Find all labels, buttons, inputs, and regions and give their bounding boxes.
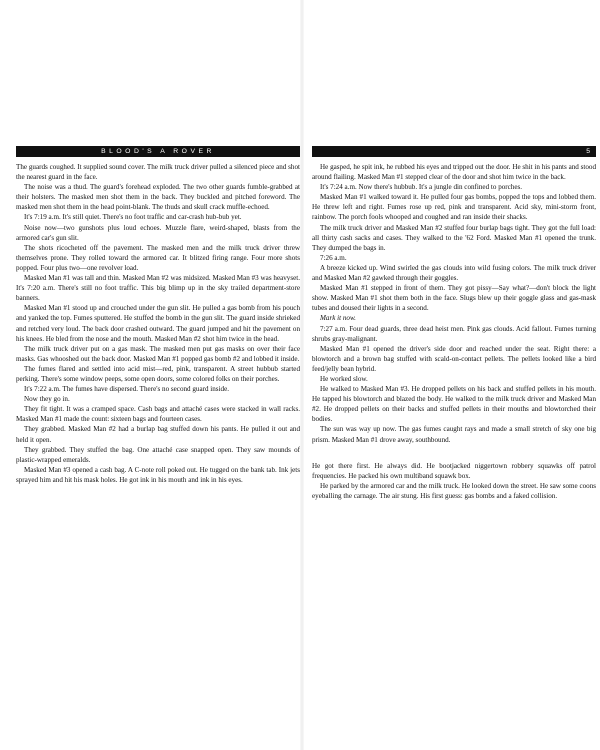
paragraph: 7:26 a.m.	[320, 253, 347, 262]
paragraph: It's 7:22 a.m. The fumes have dispersed. There's no second guard inside.	[24, 385, 230, 394]
paragraph: He gasped, he spit ink, he rubbed his eyes and tripped out the door. He shit in his pants and stood around flailing. Masked Man #1 stepped clear of the door and shot him twice in the back.	[312, 163, 596, 182]
paragraph: Masked Man #3 opened a cash bag. A C-note roll poked out. He tugged on the bank tab. Ink jets sprayed him and hit his mask holes. He got ink in his mouth and ink in his eyes.	[16, 465, 300, 484]
paragraph: The fumes flared and settled into acid mist—red, pink, transparent. A street hubbub started perking. There's some window peeps, some open doors, some colored folks on their porches.	[16, 364, 300, 383]
left-page-body	[16, 162, 300, 485]
paragraph: 7:27 a.m. Four dead guards, three dead heist men. Pink gas clouds. Acid fallout. Fumes turning shrubs gray-malignant.	[312, 324, 596, 343]
paragraph: It's 7:24 a.m. Now there's hubbub. It's a jungle din confined to porches.	[320, 183, 523, 192]
paragraph: He got there first. He always did. He bootjacked niggertown robbery squawks off patrol frequencies. He packed his own multiband squawk box.	[312, 461, 596, 480]
paragraph: The noise was a thud. The guard's forehead exploded. The two other guards fumble-grabbed at their holsters. The masked men shot them in the back. They buckled and pitched foreword. The masked men shot them in the head point-blank. The thuds and skull crack muffle-echoed.	[16, 183, 300, 212]
paragraph: Noise now—two gunshots plus loud echoes. Muzzle flare, weird-shaped, blasts from the armored car's gun slit.	[16, 223, 300, 242]
right-page	[312, 146, 596, 501]
paragraph: The milk truck driver put on a gas mask. The masked men put gas masks on over their face masks. Gas whooshed out the back door. Masked Man #1 popped gas bomb #2 and lobbed it inside.	[16, 344, 300, 363]
paragraph: A breeze kicked up. Wind swirled the gas clouds into wild fusing colors. The milk truck driver and Masked Man #2 gawked through their goggles.	[312, 263, 596, 283]
paragraph: They grabbed. They stuffed the bag. One attaché case snapped open. They saw mounds of plastic-wrapped emeralds.	[16, 445, 300, 464]
paragraph: Masked Man #1 stepped in front of them. They got pissy—Say what?—don't block the light show. Masked Man #1 shot them both in the face. Slugs blew up their goggle glass and gas-mask tubes and doused their lights in a second.	[312, 284, 596, 313]
right-page-body	[312, 162, 596, 501]
paragraph: The shots ricocheted off the pavement. The masked men and the milk truck driver threw themselves prone. They rolled toward the armored car. It blitzed firing range. Four more shots popped. Four plus two—one revolver load.	[16, 243, 300, 272]
paragraph: Mark it now.	[320, 314, 356, 323]
paragraph: He parked by the armored car and the milk truck. He looked down the street. He saw some coons eyeballing the carnage. The air stung. His first guess: gas bombs and a faked collision.	[312, 481, 596, 500]
left-running-head: BLOOD'S A ROVER	[16, 146, 300, 157]
paragraph: Masked Man #1 opened the driver's side door and reached under the seat. Right there: a blowtorch and a brown bag stuffed with scald-on-contact pellets. The pellets looked like a bird feed/jelly bean hybrid.	[312, 344, 596, 373]
paragraph: Masked Man #1 stood up and crouched under the gun slit. He pulled a gas bomb from his pouch and yanked the top. Fumes sputtered. He stuffed the bomb in the gun slit. The guard inside shrieked and retched very loud. The back door crashed outward. The guard jumped and hit the pavement on his knees. He bled from the nose and the mouth. Masked Man #2 shot him twice in the head.	[16, 304, 300, 343]
paragraph: The guards coughed. It supplied sound cover. The milk truck driver pulled a silenced piece and shot the nearest guard in the face.	[16, 163, 300, 182]
paragraph: The milk truck driver and Masked Man #2 stuffed four burlap bags tight. They got the full load: all thirty cash sacks and cases. They walked to the '62 Ford. Masked Man #1 opened the trunk. They dumped the bags in.	[312, 223, 596, 252]
paragraph: The sun was way up now. The gas fumes caught rays and made a small stretch of sky one big prism. Masked Man #1 drove away, southbound.	[312, 425, 596, 444]
paragraph: He worked slow.	[320, 374, 368, 383]
paragraph: It's 7:19 a.m. It's still quiet. There's no foot traffic and car-crash hub-bub yet.	[24, 213, 242, 222]
paragraph: Now they go in.	[24, 395, 70, 404]
paragraph: Masked Man #1 was tall and thin. Masked Man #2 was midsized. Masked Man #3 was heavyset. It's 7:20 a.m. There's still no foot traffic. This big blimp up in the sky trailed department-store banners.	[16, 274, 300, 303]
paragraph: He walked to Masked Man #3. He dropped pellets on his back and stuffed pellets in his mouth. He tapped his blowtorch and blazed the body. He walked to the milk truck driver and Masked Man #2. He dropped pellets on their backs and stuffed pellets in their mouths and blowtorched their bodies.	[312, 385, 596, 424]
right-running-head-page-number: 5	[312, 146, 596, 157]
paragraph: They grabbed. Masked Man #2 had a burlap bag stuffed down his pants. He pulled it out and held it open.	[16, 425, 300, 444]
paragraph: They fit tight. It was a cramped space. Cash bags and attaché cases were stacked in wall racks. Masked Man #1 made the count: sixteen bags and fourteen cases.	[16, 405, 300, 424]
paragraph: Masked Man #1 walked toward it. He pulled four gas bombs, popped the tops and lobbed them. He threw left and right. Fumes rose up red, pink and transparent. Acid sky, mini-storm front, rainbow. The porch fools whooped and coughed and ran inside their shacks.	[312, 193, 596, 222]
left-page	[16, 146, 300, 485]
gutter	[300, 0, 304, 750]
